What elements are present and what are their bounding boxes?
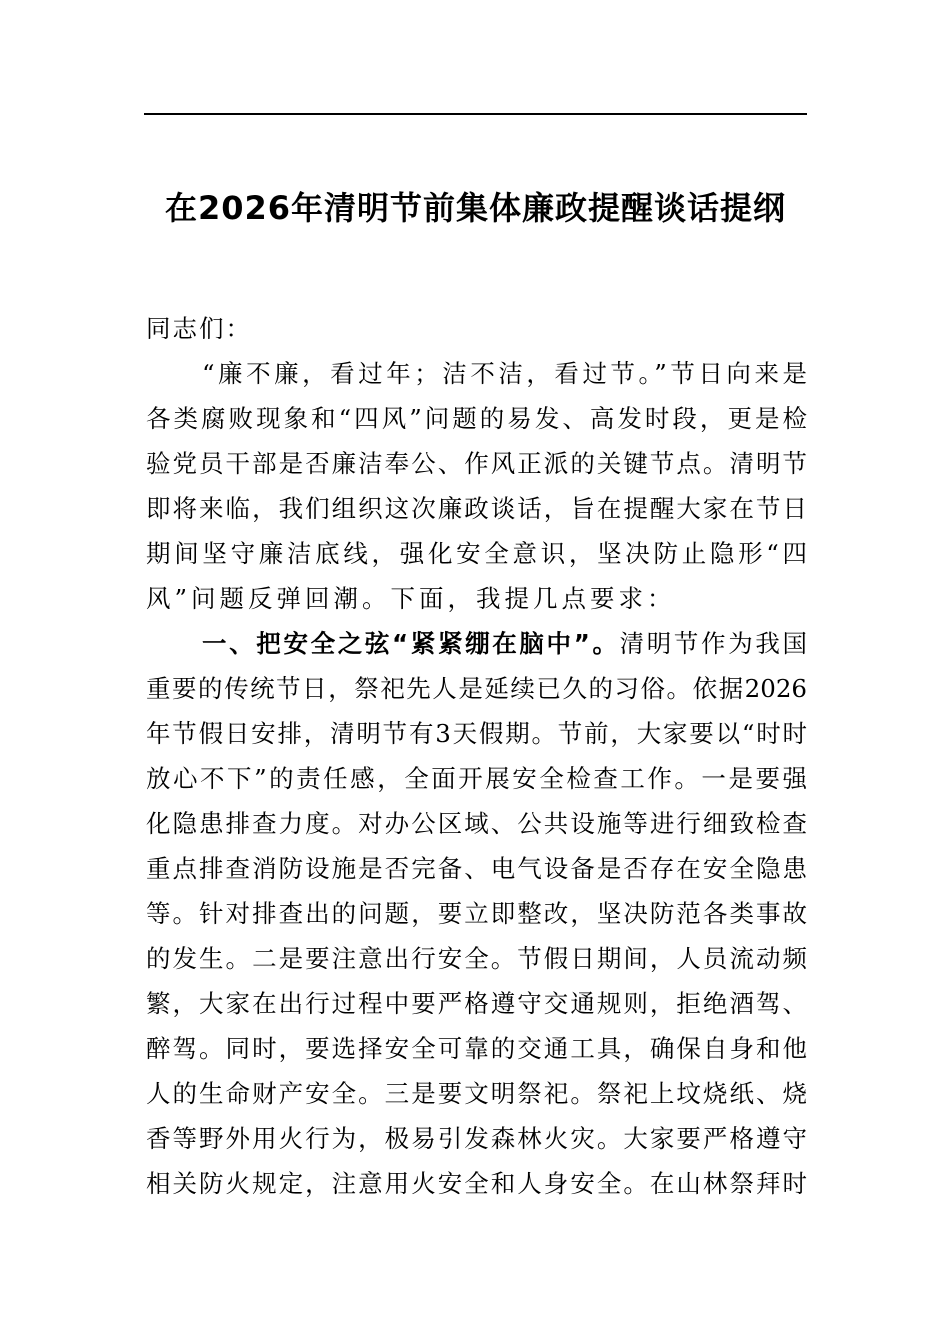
- paragraph-line: 验党员干部是否廉洁奉公、作风正派的关键节点。清明节: [146, 449, 807, 478]
- section-heading-line: [146, 621, 807, 666]
- paragraph-line: 等。针对排查出的问题，要立即整改，坚决防范各类事故: [146, 899, 807, 928]
- intro-paragraph: [146, 351, 807, 621]
- paragraph-line: 各类腐败现象和“四风”问题的易发、高发时段，更是检: [146, 404, 807, 433]
- document-body: [146, 306, 807, 1206]
- paragraph-line: 重要的传统节日，祭祀先人是延续已久的习俗。依据2026: [146, 674, 807, 703]
- section-1-paragraph: [146, 621, 807, 1206]
- document-title: 在2026年清明节前集体廉政提醒谈话提纲: [164, 189, 787, 227]
- salutation: 同志们：: [146, 314, 252, 343]
- paragraph-line: 人的生命财产安全。三是要文明祭祀。祭祀上坟烧纸、烧: [146, 1079, 807, 1108]
- paragraph-line: “廉不廉，看过年；洁不洁，看过节。”节日向来是: [202, 359, 807, 388]
- section-1-heading: 一、把安全之弦“紧紧绷在脑中”。: [202, 629, 620, 658]
- paragraph-line: 繁，大家在出行过程中要严格遵守交通规则，拒绝酒驾、: [146, 989, 807, 1018]
- paragraph-line: 年节假日安排，清明节有3天假期。节前，大家要以“时时: [146, 719, 807, 748]
- paragraph-line: 的发生。二是要注意出行安全。节假日期间，人员流动频: [146, 944, 807, 973]
- paragraph-line: 放心不下”的责任感，全面开展安全检查工作。一是要强: [146, 764, 807, 793]
- paragraph-line: 香等野外用火行为，极易引发森林火灾。大家要严格遵守: [146, 1124, 807, 1153]
- paragraph-line: 期间坚守廉洁底线，强化安全意识，坚决防止隐形“四: [146, 539, 807, 568]
- paragraph-line: 化隐患排查力度。对办公区域、公共设施等进行细致检查: [146, 809, 807, 838]
- paragraph-line: 风”问题反弹回潮。下面，我提几点要求：: [146, 584, 676, 613]
- paragraph-line: 醉驾。同时，要选择安全可靠的交通工具，确保自身和他: [146, 1034, 807, 1063]
- header-rule-divider: [144, 113, 807, 115]
- paragraph-line: 重点排查消防设施是否完备、电气设备是否存在安全隐患: [146, 854, 807, 883]
- paragraph-line: 即将来临，我们组织这次廉政谈话，旨在提醒大家在节日: [146, 494, 807, 523]
- section-1-heading-rest: 清明节作为我国: [619, 629, 808, 658]
- paragraph-line: 相关防火规定，注意用火安全和人身安全。在山林祭拜时: [146, 1169, 807, 1198]
